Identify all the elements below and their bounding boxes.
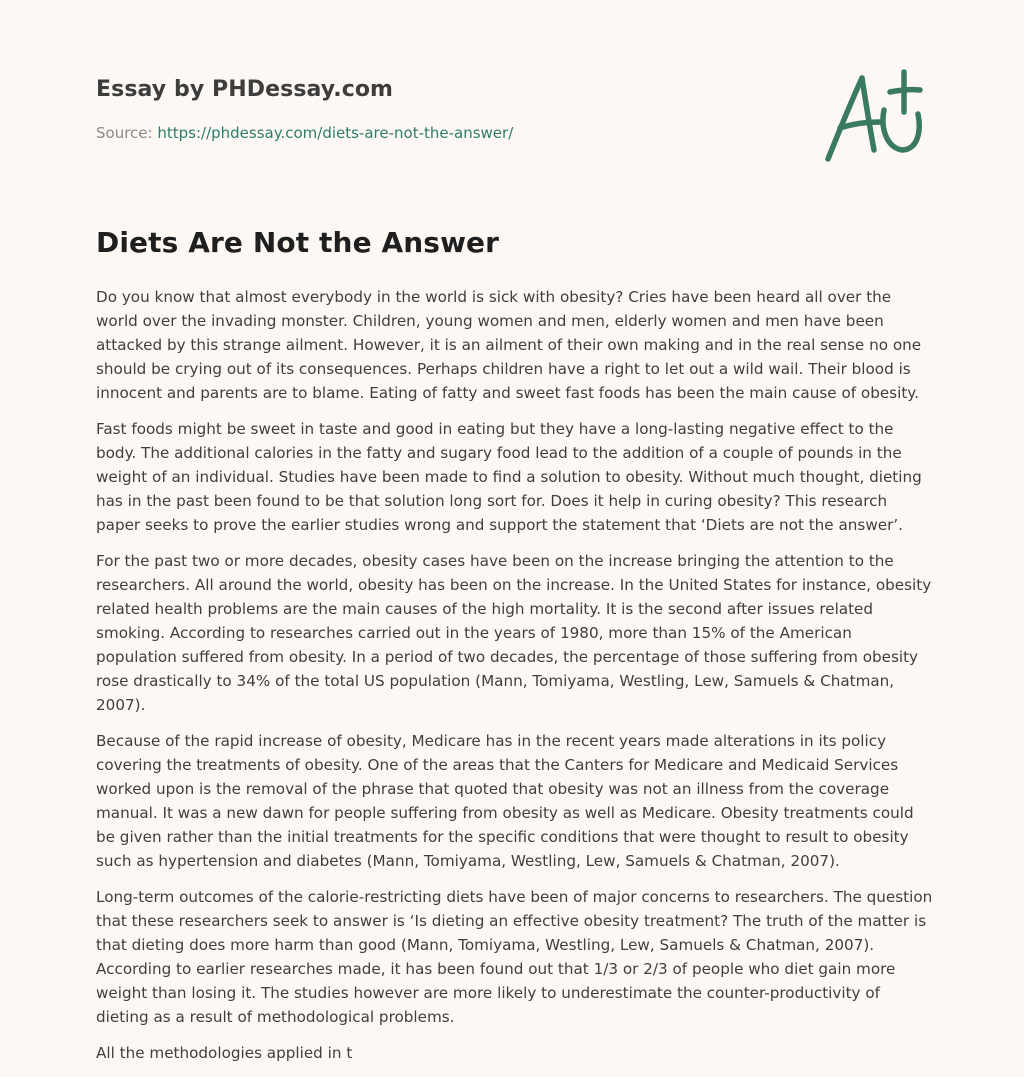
brand-title: Essay by PHDessay.com [96,77,394,102]
source-label: Source: [96,124,153,142]
paragraph: Because of the rapid increase of obesity, Medicare has in the recent years made alterations in its policy covering the treatments of obesity. One of the areas that the Canters for Medicare and Medicaid Services worked upon is the removal of the phrase that quoted that obesity was not an illness from the coverage manual. It was a new dawn for people suffering from obesity as well as Medicare. Obesity treatments could be given rather than the initial treatments for the specific conditions that were thought to result to obesity such as hypertension and diabetes (Mann, Tomiyama, Westling, Lew, Samuels & Chatman, 2007). [96,732,914,870]
article-body [96,285,936,1077]
a-plus-grade-icon [822,64,932,168]
essay-page [96,0,936,1062]
paragraph: Long-term outcomes of the calorie-restricting diets have been of major concerns to researchers. The question that these researchers seek to answer is ‘Is dieting an effective obesity treatment? The truth of the matter is that dieting does more harm than good (Mann, Tomiyama, Westling, Lew, Samuels & Chatman, 2007). According to earlier researches made, it has been found out that 1/3 or 2/3 of people who diet gain more weight than losing it. The studies however are more likely to underestimate the counter-productivity of dieting as a result of methodological problems. [96,888,933,1026]
paragraph: Do you know that almost everybody in the world is sick with obesity? Cries have been heard all over the world over the invading monster. Children, young women and men, elderly women and men have been attacked by this strange ailment. However, it is an ailment of their own making and in the real sense no one should be crying out of its consequences. Perhaps children have a right to let out a wild wail. Their blood is innocent and parents are to blame. Eating of fatty and sweet fast foods has been the main cause of obesity. [96,288,922,402]
source-link[interactable]: https://phdessay.com/diets-are-not-the-answer/ [157,124,514,142]
article-title: Diets Are Not the Answer [96,226,500,259]
paragraph: All the methodologies applied in t [96,1044,353,1062]
page-header [96,0,936,200]
source-line [96,124,513,142]
paragraph: Fast foods might be sweet in taste and good in eating but they have a long-lasting negative effect to the body. The additional calories in the fatty and sugary food lead to the addition of a couple of pounds in the weight of an individual. Studies have been made to find a solution to obesity. Without much thought, dieting has in the past been found to be that solution long sort for. Does it help in curing obesity? This research paper seeks to prove the earlier studies wrong and support the statement that ‘Diets are not the answer’. [96,420,922,534]
paragraph: For the past two or more decades, obesity cases have been on the increase bringing the attention to the researchers. All around the world, obesity has been on the increase. In the United States for instance, obesity related health problems are the main causes of the high mortality. It is the second after issues related smoking. According to researches carried out in the years of 1980, more than 15% of the American population suffered from obesity. In a period of two decades, the percentage of those suffering from obesity rose drastically to 34% of the total US population (Mann, Tomiyama, Westling, Lew, Samuels & Chatman, 2007). [96,552,932,714]
